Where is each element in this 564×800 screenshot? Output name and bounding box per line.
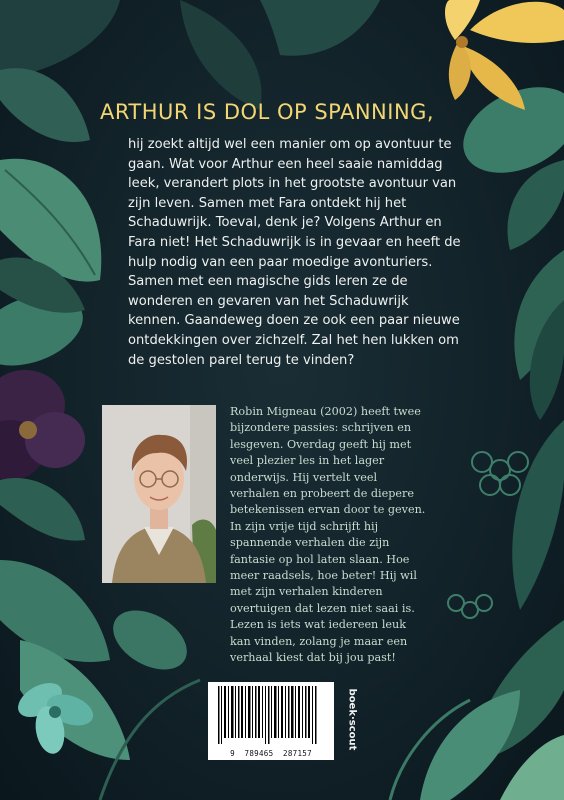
outline-flower-right-2	[448, 595, 492, 618]
outline-flower-right	[472, 452, 528, 495]
author-portrait-image	[102, 405, 216, 583]
publisher-name: boek·scout	[346, 688, 358, 751]
leaf-top-center	[180, 0, 262, 110]
publisher-logo	[344, 680, 360, 764]
barcode-bars	[208, 682, 334, 746]
leaf-top-right	[507, 160, 564, 250]
author-photo	[102, 405, 216, 583]
leaf-bottom-left	[0, 560, 110, 662]
author-bio: Robin Migneau (2002) heeft twee bijzondere passies: schrijven en lesgeven. Overdag geeft hij met veel plezier les in het lager onderwijs. Hij vertelt veel verhalen en probeert de diepere betekenissen ervan door te geven. In zijn vrije tijd schrijft hij spannende verhalen die zijn fantasie op hol laten slaan. Hoe meer raadsels, hoe beter! Hij wil met zijn verhalen kinderen overtuigen dat lezen niet saai is. Lezen is iets wat iedereen leuk kan vinden, zolang je maar een verhaal kiest dat bij jou past!	[230, 405, 426, 665]
leaf-top-left-2	[0, 68, 90, 142]
leaf-left-low	[0, 478, 85, 541]
isbn-barcode	[208, 682, 334, 760]
leaf-bottom-round	[103, 598, 197, 681]
leaf-right-long	[512, 420, 564, 610]
book-blurb: hij zoekt altijd wel een manier om op avontuur te gaan. Wat voor Arthur een heel saaie namiddag leek, verandert plots in het grootste avontuur van zijn leven. Samen met Fara ontdekt hij het Schaduwrijk. Toeval, denk je? Volgens Arthur en Fara niet! Het Schaduwrijk is in gevaar en heeft de hulp nodig van een paar moedige avonturiers. Samen met een magische gids leren ze de wonderen en gevaren van het Schaduwrijk kennen. Gaandeweg doen ze ook een paar nieuwe ontdekkingen over zichzelf. Zal het hen lukken om de gestolen parel terug te vinden?	[128, 137, 461, 368]
isbn-number: 9 789465 287157	[230, 749, 312, 758]
leaf-top-center-2	[260, 0, 380, 56]
leaf-top-left	[0, 0, 120, 80]
purple-flower	[0, 370, 85, 480]
headline: ARTHUR IS DOL OP SPANNING,	[100, 100, 435, 124]
